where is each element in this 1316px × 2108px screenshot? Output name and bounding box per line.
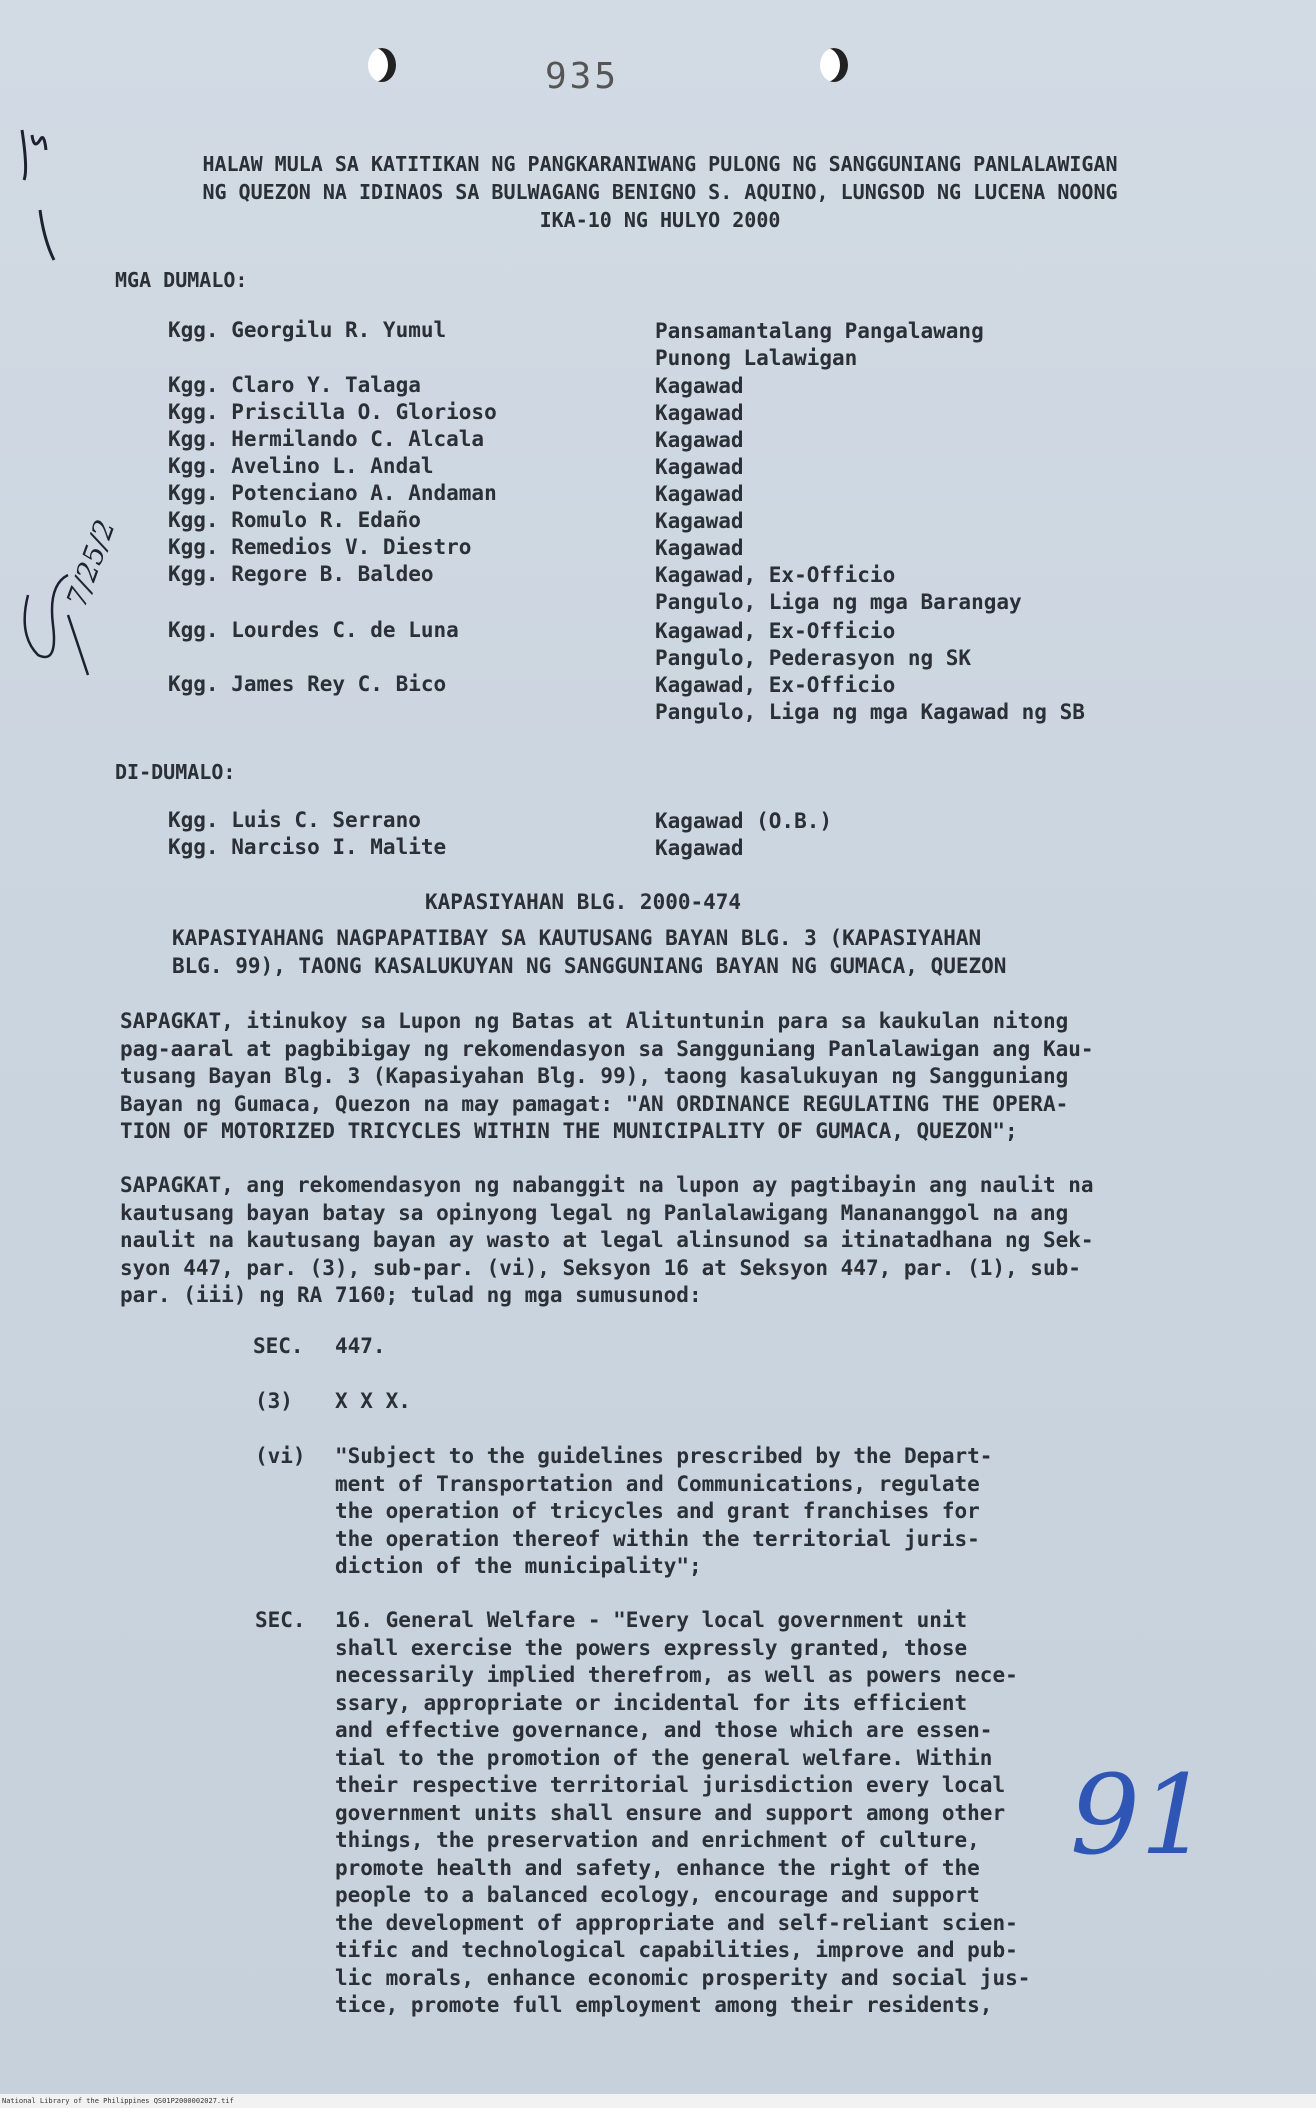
header-line-3: IKA-10 NG HULYO 2000 [539, 208, 781, 232]
absent-position: Kagawad [655, 836, 744, 860]
sub-par-vi-text: "Subject to the guidelines prescribed by the Depart- ment of Transportation and Communications, regulate the operation of tricycles and grant franchises for the operation thereof within the territorial juris- diction of the municipality"; [335, 1444, 993, 1578]
margin-pen-mark [10, 110, 70, 270]
document-header [110, 150, 1210, 234]
absent-label: DI-DUMALO: [115, 760, 236, 784]
attendee-name: Kgg. Romulo R. Edaño [168, 508, 421, 532]
attendee-position: Kagawad, Ex-Officio Pangulo, Liga ng mga Barangay [655, 563, 1022, 614]
sec-447-label: SEC. [253, 1334, 304, 1358]
handwritten-page-number: 91 [1070, 1751, 1210, 1879]
whereas-paragraph-1: SAPAGKAT, itinukoy sa Lupon ng Batas at Alituntunin para sa kaukulan nitong pag-aaral at pagbibigay ng rekomendasyon sa Sangguniang Panlalawigan ang Kau- tusang Bayan Blg. 3 (Kapasiyahan Blg. 99), taong kasalukuyan ng Sangguniang Bayan ng Gumaca, Quezon na may pamagat: "AN ORDINANCE REGULATING THE OPERA- TION OF MOTORIZED TRICYCLES WITHIN THE MUNICIPALITY OF GUMACA, QUEZON"; [120, 1009, 1094, 1143]
attendee-position: Kagawad [655, 455, 744, 479]
resolution-title: KAPASIYAHAN BLG. 2000-474 [425, 890, 742, 914]
attendee-name: Kgg. Potenciano A. Andaman [168, 481, 497, 505]
sec-16-text: 16. General Welfare - "Every local government unit shall exercise the powers expressly granted, those necessarily implied therefrom, as well as powers nece- ssary, appropriate or incidental for its efficient and effective governance, and those which are essen- tial to the promotion of the general welfare. Within their respective territorial jurisdiction every local government units shall ensure and support among other things, the preservation and enrichment of culture, promote health and safety, enhance the right of the people to a balanced ecology, encourage and support the development of appropriate and self-reliant scien- tific and technological capabilities, improve and pub- lic morals, enhance economic prosperity and social jus- tice, promote full employment among their residents, [335, 1608, 1031, 2017]
attendee-position: Kagawad, Ex-Officio Pangulo, Pederasyon ng SK [655, 619, 972, 670]
absent-name: Kgg. Narciso I. Malite [168, 835, 447, 859]
scan-footer: National Library of the Philippines QS01P2000002027.tif [0, 2094, 1316, 2108]
attendee-name: Kgg. James Rey C. Bico [168, 672, 447, 696]
attendee-position: Kagawad [655, 401, 744, 425]
handwritten-date: 7/25/2 [60, 515, 122, 612]
attendee-position: Kagawad [655, 536, 744, 560]
attendees-label: MGA DUMALO: [115, 268, 248, 292]
attendee-name: Kgg. Regore B. Baldeo [168, 562, 434, 586]
attendee-name: Kgg. Claro Y. Talaga [168, 373, 421, 397]
attendee-position: Kagawad [655, 482, 744, 506]
attendee-position: Kagawad [655, 509, 744, 533]
punch-hole-right [820, 48, 848, 82]
attendee-name: Kgg. Lourdes C. de Luna [168, 618, 459, 642]
absent-position: Kagawad (O.B.) [655, 809, 833, 833]
absent-name: Kgg. Luis C. Serrano [168, 808, 421, 832]
attendee-name: Kgg. Priscilla O. Glorioso [168, 400, 497, 424]
attendee-name: Kgg. Remedios V. Diestro [168, 535, 472, 559]
header-line-1: HALAW MULA SA KATITIKAN NG PANGKARANIWANG PULONG NG SANGGUNIANG PANLALAWIGAN [202, 152, 1118, 176]
page-number: 935 [545, 56, 620, 97]
attendee-position: Kagawad [655, 374, 744, 398]
attendee-position: Pansamantalang Pangalawang Punong Lalawigan [655, 319, 984, 370]
attendee-name: Kgg. Hermilando C. Alcala [168, 427, 485, 451]
attendee-position: Kagawad [655, 428, 744, 452]
par-3-text: X X X. [335, 1389, 411, 1413]
attendee-name: Kgg. Georgilu R. Yumul [168, 318, 447, 342]
whereas-paragraph-2: SAPAGKAT, ang rekomendasyon ng nabanggit na lupon ay pagtibayin ang naulit na kautusang bayan batay sa opinyong legal ng Panlalawigang Manananggol na ang naulit na kautusang bayan ay wasto at legal alinsunod sa itinatadhana ng Sek- syon 447, par. (3), sub-par. (vi), Seksyon 16 at Seksyon 447, par. (1), sub- par. (iii) ng RA 7160; tulad ng mga sumusunod: [120, 1173, 1094, 1307]
resolution-subject: KAPASIYAHANG NAGPAPATIBAY SA KAUTUSANG BAYAN BLG. 3 (KAPASIYAHAN BLG. 99), TAONG KASALUKUYAN NG SANGGUNIANG BAYAN NG GUMACA, QUEZON [172, 926, 1007, 978]
punch-hole-left [368, 48, 396, 82]
sec-16-label: SEC. [255, 1608, 306, 1632]
sub-par-vi-label: (vi) [255, 1444, 306, 1468]
attendee-position: Kagawad, Ex-Officio Pangulo, Liga ng mga Kagawad ng SB [655, 673, 1085, 724]
sec-447-number: 447. [335, 1334, 386, 1358]
par-3-label: (3) [255, 1389, 293, 1413]
header-line-2: NG QUEZON NA IDINAOS SA BULWAGANG BENIGNO S. AQUINO, LUNGSOD NG LUCENA NOONG [202, 180, 1118, 204]
attendee-name: Kgg. Avelino L. Andal [168, 454, 434, 478]
